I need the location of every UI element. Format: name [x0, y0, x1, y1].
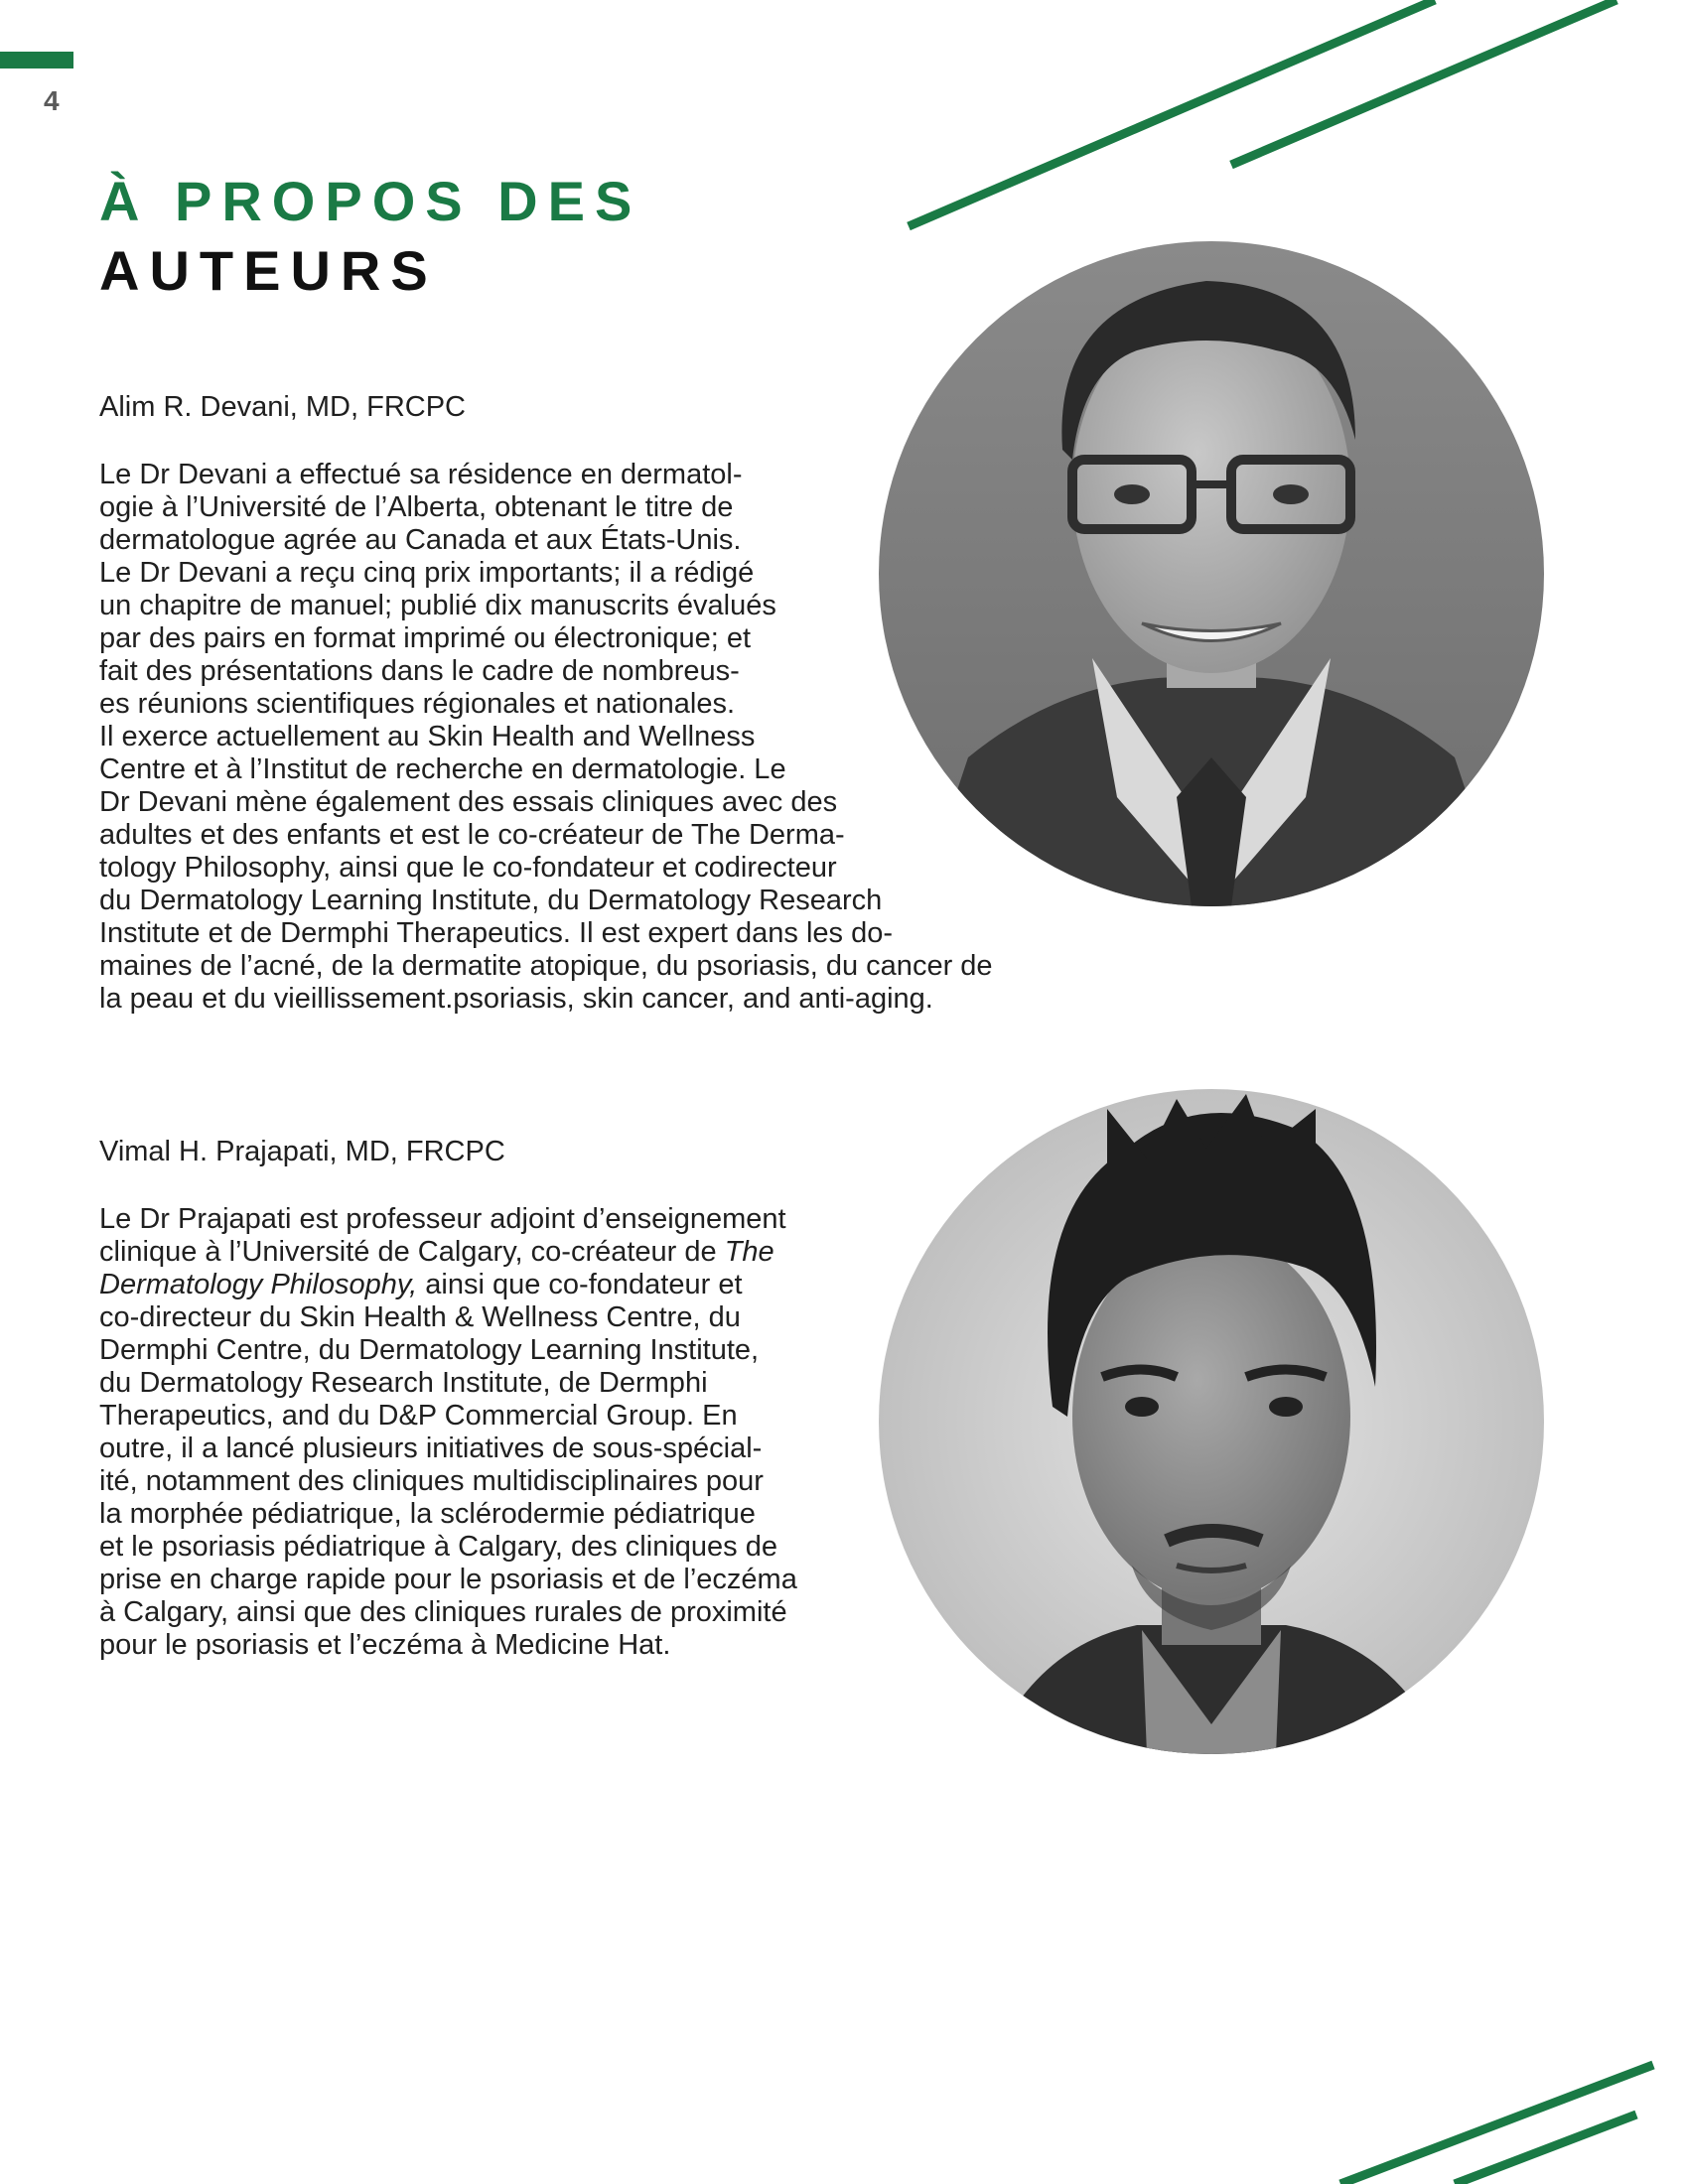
bio-text: ainsi que co-fondateur et: [417, 1269, 743, 1300]
bio-line: par des pairs en format imprimé ou électronique; et: [99, 622, 752, 654]
bio-line: maines de l’acné, de la dermatite atopique, du psoriasis, du cancer de: [99, 950, 993, 982]
bio-text: clinique à l’Université de Calgary, co-créateur de: [99, 1236, 725, 1268]
bio-line: ité, notamment des cliniques multidisciplinaires pour: [99, 1465, 764, 1497]
bio-line: pour le psoriasis et l’eczéma à Medicine Hat.: [99, 1629, 671, 1661]
portrait-photo-prajapati: [879, 1089, 1544, 1754]
bio-line: du Dermatology Research Institute, de Dermphi: [99, 1367, 708, 1399]
author-name-devani: Alim R. Devani, MD, FRCPC: [99, 391, 466, 423]
bio-line: prise en charge rapide pour le psoriasis et de l’eczéma: [99, 1564, 797, 1595]
bio-line: Dr Devani mène également des essais cliniques avec des: [99, 786, 838, 818]
bio-line: la peau et du vieillissement.psoriasis, skin cancer, and anti-aging.: [99, 983, 933, 1015]
bio-line: [99, 1236, 797, 1269]
corner-accent-bar: [0, 52, 73, 68]
bio-line: Le Dr Devani a effectué sa résidence en dermatol-: [99, 459, 743, 490]
bio-line: et le psoriasis pédiatrique à Calgary, des cliniques de: [99, 1531, 777, 1563]
bio-line: Centre et à l’Institut de recherche en dermatologie. Le: [99, 753, 786, 785]
portrait-illustration: [879, 241, 1544, 906]
bio-line: la morphée pédiatrique, la sclérodermie pédiatrique: [99, 1498, 756, 1530]
top-stripe-long: [909, 0, 1435, 226]
bio-line: Dermphi Centre, du Dermatology Learning Institute,: [99, 1334, 760, 1366]
book-title: Dermatology Philosophy,: [99, 1269, 418, 1300]
bio-line: es réunions scientifiques régionales et nationales.: [99, 688, 736, 720]
bio-line: adultes et des enfants et est le co-créateur de The Derma-: [99, 819, 845, 851]
bottom-stripe-upper: [1340, 2065, 1653, 2184]
author-bio-devani: [99, 459, 993, 1016]
bio-line: Therapeutics, and du D&P Commercial Group. En: [99, 1400, 738, 1432]
portrait-photo-devani: [879, 241, 1544, 906]
bio-line: Le Dr Prajapati est professeur adjoint d’enseignement: [99, 1203, 786, 1235]
bio-line: à Calgary, ainsi que des cliniques rurales de proximité: [99, 1596, 787, 1628]
bio-line: co-directeur du Skin Health & Wellness Centre, du: [99, 1301, 741, 1333]
author-name-prajapati: Vimal H. Prajapati, MD, FRCPC: [99, 1136, 505, 1167]
bio-line: dermatologue agrée au Canada et aux États-Unis.: [99, 524, 742, 556]
bio-line: [99, 1269, 797, 1301]
author-bio-prajapati: [99, 1203, 797, 1662]
bio-line: du Dermatology Learning Institute, du Dermatology Research: [99, 885, 883, 916]
top-stripe-short: [1231, 0, 1617, 165]
page-title-line-2: AUTEURS: [99, 239, 438, 302]
book-title: The: [724, 1236, 774, 1268]
page-title-line-1: À PROPOS DES: [99, 170, 642, 232]
bio-line: ogie à l’Université de l’Alberta, obtenant le titre de: [99, 491, 734, 523]
bio-line: un chapitre de manuel; publié dix manuscrits évalués: [99, 590, 776, 621]
page-number: 4: [44, 85, 60, 116]
portrait-illustration: [879, 1089, 1544, 1754]
bio-line: fait des présentations dans le cadre de nombreus-: [99, 655, 740, 687]
bio-line: Le Dr Devani a reçu cinq prix importants; il a rédigé: [99, 557, 755, 589]
bio-line: tology Philosophy, ainsi que le co-fondateur et codirecteur: [99, 852, 837, 884]
bio-line: Il exerce actuellement au Skin Health and Wellness: [99, 721, 756, 752]
bio-line: outre, il a lancé plusieurs initiatives de sous-spécial-: [99, 1433, 763, 1464]
bottom-stripe-lower: [1455, 2115, 1636, 2184]
bio-line: Institute et de Dermphi Therapeutics. Il est expert dans les do-: [99, 917, 893, 949]
